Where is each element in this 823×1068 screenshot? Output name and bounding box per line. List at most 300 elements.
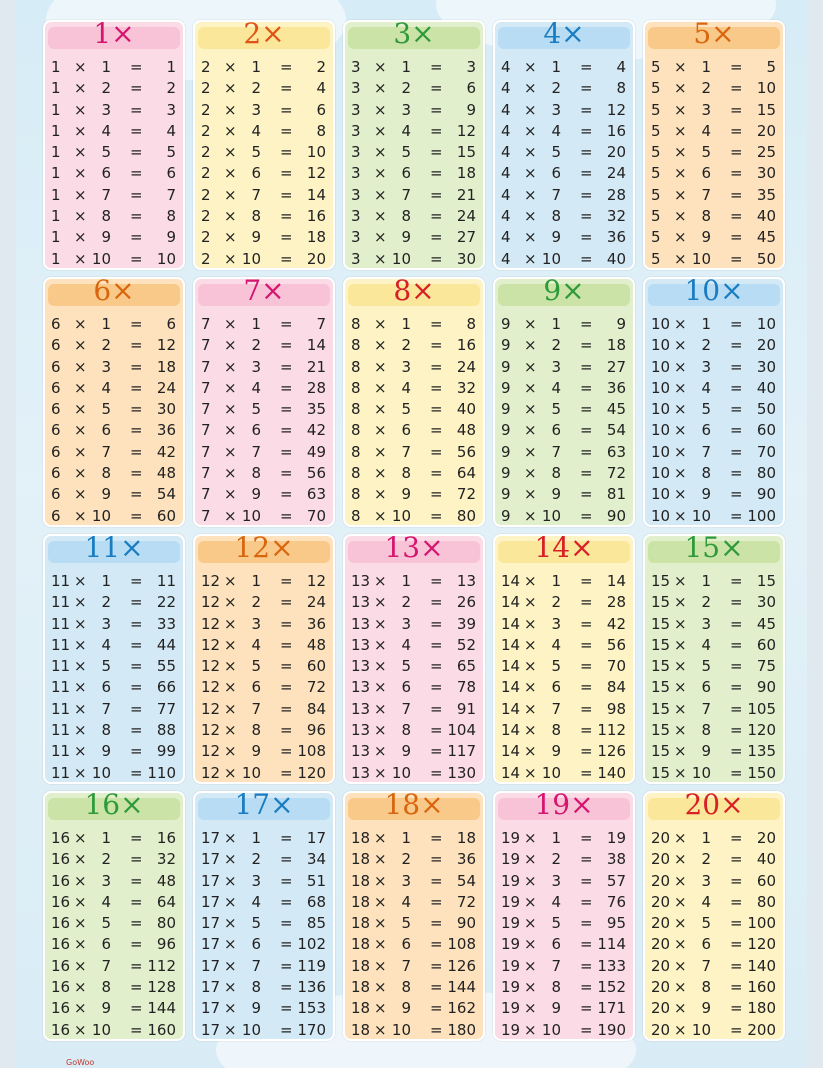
times-sign: ×	[74, 892, 87, 911]
multiplicand: 20	[651, 892, 671, 911]
multiplicand: 13	[351, 699, 371, 718]
multiplicand: 10	[651, 421, 671, 440]
times-sign: ×	[224, 699, 237, 718]
multiplicand: 2	[201, 164, 211, 183]
product: 42	[306, 421, 326, 440]
table-row	[345, 505, 483, 526]
table-row	[195, 676, 333, 697]
times-sign: ×	[374, 678, 387, 697]
multiplicand: 3	[351, 100, 361, 119]
equals-sign: =	[730, 442, 743, 461]
table-row	[45, 719, 183, 740]
equals-sign: =	[580, 464, 593, 483]
equals-sign: =	[130, 400, 143, 419]
multiplicand: 8	[351, 378, 361, 397]
table-row	[345, 870, 483, 891]
equals-sign: =	[580, 1020, 593, 1039]
table-card-title: 11×	[84, 531, 144, 564]
table-row	[195, 141, 333, 162]
equals-sign: =	[280, 829, 293, 847]
table-row	[645, 120, 783, 141]
times-sign: ×	[674, 185, 687, 204]
multiplier: 6	[101, 421, 111, 440]
multiplier: 3	[101, 357, 111, 376]
table-row	[45, 141, 183, 162]
table-card-title: 17×	[234, 788, 294, 821]
multiplier: 7	[551, 956, 561, 975]
table-row	[645, 56, 783, 77]
product: 20	[756, 336, 776, 355]
multiplier: 9	[551, 999, 561, 1018]
multiplicand: 8	[351, 421, 361, 440]
times-sign: ×	[374, 249, 387, 268]
product: 20	[756, 121, 776, 140]
equals-sign: =	[580, 506, 593, 525]
product: 54	[456, 871, 476, 890]
multiplicand: 11	[51, 742, 71, 761]
multiplicand: 20	[651, 978, 671, 997]
equals-sign: =	[580, 228, 593, 247]
table-card-header	[498, 274, 630, 307]
multiplicand: 15	[651, 678, 671, 697]
product: 160	[147, 1020, 176, 1039]
times-sign: ×	[674, 121, 687, 140]
multiplicand: 8	[351, 485, 361, 504]
multiplicand: 15	[651, 593, 671, 612]
table-row	[495, 483, 633, 504]
multiplicand: 12	[201, 572, 221, 590]
table-card-title: 7×	[243, 274, 285, 307]
product: 72	[456, 892, 476, 911]
table-rows	[345, 56, 483, 269]
product: 170	[297, 1020, 326, 1039]
multiplier: 7	[101, 956, 111, 975]
table-row	[45, 698, 183, 719]
equals-sign: =	[580, 678, 593, 697]
table-row	[495, 933, 633, 954]
table-row	[195, 356, 333, 377]
times-sign: ×	[674, 421, 687, 440]
product: 52	[456, 635, 476, 654]
table-row	[345, 248, 483, 269]
times-sign: ×	[74, 593, 87, 612]
multiplier: 5	[101, 400, 111, 419]
table-row	[645, 955, 783, 976]
product: 12	[156, 336, 176, 355]
multiplier: 1	[251, 58, 261, 76]
product: 128	[147, 978, 176, 997]
multiplicand: 7	[201, 336, 211, 355]
multiplier: 10	[91, 506, 111, 525]
multiplier: 3	[551, 871, 561, 890]
equals-sign: =	[430, 421, 443, 440]
product: 60	[756, 871, 776, 890]
times-sign: ×	[224, 506, 237, 525]
equals-sign: =	[580, 164, 593, 183]
multiplier: 3	[101, 100, 111, 119]
equals-sign: =	[130, 121, 143, 140]
product: 10	[756, 79, 776, 98]
table-row	[645, 570, 783, 591]
equals-sign: =	[130, 892, 143, 911]
times-sign: ×	[374, 228, 387, 247]
table-row	[495, 676, 633, 697]
equals-sign: =	[430, 79, 443, 98]
table-card-title: 6×	[93, 274, 135, 307]
times-sign: ×	[524, 657, 537, 676]
equals-sign: =	[580, 914, 593, 933]
multiplier: 6	[101, 164, 111, 183]
multiplier: 9	[101, 742, 111, 761]
multiplicand: 2	[201, 228, 211, 247]
equals-sign: =	[130, 978, 143, 997]
table-row	[45, 356, 183, 377]
equals-sign: =	[730, 850, 743, 869]
equals-sign: =	[280, 914, 293, 933]
table-row	[195, 698, 333, 719]
table-row	[45, 912, 183, 933]
equals-sign: =	[280, 315, 293, 333]
multiplicand: 5	[651, 249, 661, 268]
equals-sign: =	[280, 100, 293, 119]
equals-sign: =	[430, 871, 443, 890]
multiplier: 6	[551, 678, 561, 697]
table-card-1	[43, 17, 185, 270]
equals-sign: =	[430, 978, 443, 997]
multiplier: 7	[101, 185, 111, 204]
product: 12	[306, 572, 326, 590]
multiplicand: 18	[351, 935, 371, 954]
equals-sign: =	[130, 336, 143, 355]
table-card-16	[43, 788, 185, 1041]
multiplicand: 6	[51, 400, 61, 419]
product: 21	[456, 185, 476, 204]
table-row	[495, 356, 633, 377]
multiplicand: 17	[201, 956, 221, 975]
equals-sign: =	[280, 442, 293, 461]
times-sign: ×	[374, 143, 387, 162]
product: 48	[156, 871, 176, 890]
equals-sign: =	[430, 699, 443, 718]
product: 84	[306, 699, 326, 718]
table-row	[645, 398, 783, 419]
table-row	[195, 912, 333, 933]
product: 102	[297, 935, 326, 954]
table-card-title: 5×	[693, 17, 735, 50]
table-row	[195, 848, 333, 869]
product: 35	[306, 400, 326, 419]
multiplicand: 5	[651, 100, 661, 119]
table-row	[45, 655, 183, 676]
multiplicand: 13	[351, 635, 371, 654]
multiplicand: 16	[51, 978, 71, 997]
product: 108	[297, 742, 326, 761]
product: 2	[316, 58, 326, 76]
times-sign: ×	[224, 100, 237, 119]
equals-sign: =	[130, 763, 143, 782]
equals-sign: =	[280, 485, 293, 504]
product: 85	[306, 914, 326, 933]
equals-sign: =	[430, 892, 443, 911]
table-card-title: 13×	[384, 531, 444, 564]
times-sign: ×	[74, 635, 87, 654]
multiplier: 6	[551, 421, 561, 440]
table-row	[495, 976, 633, 997]
table-row	[645, 356, 783, 377]
multiplier: 6	[101, 678, 111, 697]
multiplicand: 14	[501, 593, 521, 612]
table-card-5	[643, 17, 785, 270]
multiplicand: 6	[51, 378, 61, 397]
multiplicand: 15	[651, 572, 671, 590]
multiplier: 4	[101, 635, 111, 654]
equals-sign: =	[730, 164, 743, 183]
table-row	[645, 77, 783, 98]
table-row	[495, 613, 633, 634]
multiplier: 8	[401, 721, 411, 740]
times-sign: ×	[524, 315, 537, 333]
multiplier: 5	[251, 143, 261, 162]
multiplier: 10	[541, 763, 561, 782]
multiplier: 5	[701, 400, 711, 419]
times-sign: ×	[74, 850, 87, 869]
multiplicand: 2	[201, 79, 211, 98]
product: 60	[756, 421, 776, 440]
multiplier: 8	[401, 978, 411, 997]
equals-sign: =	[430, 614, 443, 633]
multiplier: 9	[251, 228, 261, 247]
table-row	[195, 120, 333, 141]
times-sign: ×	[674, 1020, 687, 1039]
equals-sign: =	[430, 657, 443, 676]
table-card-17	[193, 788, 335, 1041]
product: 76	[606, 892, 626, 911]
multiplier: 2	[701, 336, 711, 355]
multiplier: 2	[251, 79, 261, 98]
equals-sign: =	[130, 249, 143, 268]
equals-sign: =	[730, 763, 743, 782]
multiplicand: 13	[351, 721, 371, 740]
table-row	[345, 997, 483, 1018]
product: 63	[606, 442, 626, 461]
product: 90	[606, 506, 626, 525]
table-row	[195, 976, 333, 997]
table-rows	[195, 56, 333, 269]
equals-sign: =	[730, 143, 743, 162]
product: 56	[306, 464, 326, 483]
multiplier: 2	[701, 593, 711, 612]
multiplier: 5	[551, 914, 561, 933]
product: 40	[756, 850, 776, 869]
multiplier: 1	[101, 829, 111, 847]
multiplier: 2	[401, 336, 411, 355]
multiplicand: 3	[351, 207, 361, 226]
product: 9	[166, 228, 176, 247]
table-row	[195, 419, 333, 440]
times-sign: ×	[374, 185, 387, 204]
equals-sign: =	[430, 635, 443, 654]
multiplier: 3	[101, 614, 111, 633]
table-card-header	[48, 788, 180, 821]
multiplicand: 20	[651, 850, 671, 869]
product: 130	[447, 763, 476, 782]
multiplicand: 7	[201, 442, 211, 461]
product: 17	[306, 829, 326, 847]
times-sign: ×	[74, 249, 87, 268]
equals-sign: =	[730, 421, 743, 440]
multiplier: 9	[401, 485, 411, 504]
product: 45	[756, 614, 776, 633]
equals-sign: =	[580, 485, 593, 504]
multiplicand: 11	[51, 763, 71, 782]
table-row	[195, 870, 333, 891]
table-row	[195, 483, 333, 504]
multiplier: 5	[401, 400, 411, 419]
multiplicand: 18	[351, 999, 371, 1018]
table-row	[45, 570, 183, 591]
table-card-title: 19×	[534, 788, 594, 821]
times-sign: ×	[524, 850, 537, 869]
table-row	[645, 676, 783, 697]
table-card-9	[493, 274, 635, 527]
table-card-title: 9×	[543, 274, 585, 307]
multiplier: 2	[551, 79, 561, 98]
product: 49	[306, 442, 326, 461]
times-sign: ×	[224, 935, 237, 954]
equals-sign: =	[730, 829, 743, 847]
multiplicand: 12	[201, 593, 221, 612]
multiplicand: 4	[501, 249, 511, 268]
times-sign: ×	[674, 464, 687, 483]
table-rows	[45, 313, 183, 526]
times-sign: ×	[674, 829, 687, 847]
multiplicand: 18	[351, 871, 371, 890]
equals-sign: =	[730, 572, 743, 590]
product: 54	[606, 421, 626, 440]
equals-sign: =	[580, 357, 593, 376]
multiplicand: 6	[51, 421, 61, 440]
multiplicand: 15	[651, 742, 671, 761]
table-card-title: 4×	[543, 17, 585, 50]
multiplier: 3	[551, 614, 561, 633]
table-rows	[45, 56, 183, 269]
product: 15	[756, 100, 776, 119]
product: 180	[447, 1020, 476, 1039]
product: 90	[756, 485, 776, 504]
table-row	[345, 762, 483, 783]
times-sign: ×	[524, 572, 537, 590]
equals-sign: =	[730, 956, 743, 975]
equals-sign: =	[580, 572, 593, 590]
multiplicand: 15	[651, 763, 671, 782]
multiplicand: 20	[651, 914, 671, 933]
table-row	[45, 205, 183, 226]
product: 8	[166, 207, 176, 226]
equals-sign: =	[130, 699, 143, 718]
multiplier: 9	[251, 999, 261, 1018]
multiplicand: 19	[501, 829, 521, 847]
multiplier: 5	[101, 657, 111, 676]
multiplicand: 14	[501, 721, 521, 740]
equals-sign: =	[280, 721, 293, 740]
product: 126	[447, 956, 476, 975]
equals-sign: =	[130, 956, 143, 975]
times-sign: ×	[224, 978, 237, 997]
multiplicand: 17	[201, 978, 221, 997]
equals-sign: =	[130, 593, 143, 612]
equals-sign: =	[430, 506, 443, 525]
table-rows	[645, 313, 783, 526]
times-sign: ×	[74, 999, 87, 1018]
times-sign: ×	[224, 79, 237, 98]
table-row	[195, 613, 333, 634]
multiplicand: 9	[501, 442, 511, 461]
multiplier: 9	[101, 999, 111, 1018]
product: 72	[306, 678, 326, 697]
multiplier: 4	[101, 892, 111, 911]
times-sign: ×	[524, 79, 537, 98]
times-sign: ×	[224, 956, 237, 975]
multiplier: 2	[551, 336, 561, 355]
product: 120	[297, 763, 326, 782]
multiplicand: 14	[501, 657, 521, 676]
multiplier: 4	[251, 635, 261, 654]
multiplier: 9	[251, 485, 261, 504]
table-row	[645, 762, 783, 783]
product: 75	[756, 657, 776, 676]
equals-sign: =	[280, 657, 293, 676]
multiplier: 3	[701, 871, 711, 890]
times-sign: ×	[674, 721, 687, 740]
equals-sign: =	[430, 464, 443, 483]
product: 36	[306, 614, 326, 633]
product: 90	[756, 678, 776, 697]
table-card-14	[493, 531, 635, 784]
multiplier: 7	[551, 699, 561, 718]
table-row	[345, 162, 483, 183]
times-sign: ×	[224, 635, 237, 654]
multiplier: 3	[401, 100, 411, 119]
table-row	[45, 1019, 183, 1040]
multiplicand: 18	[351, 850, 371, 869]
table-row	[645, 933, 783, 954]
times-sign: ×	[74, 378, 87, 397]
table-card-6	[43, 274, 185, 527]
multiplier: 3	[701, 357, 711, 376]
multiplier: 8	[101, 207, 111, 226]
product: 50	[756, 400, 776, 419]
product: 19	[606, 829, 626, 847]
table-card-header	[48, 17, 180, 50]
times-sign: ×	[74, 121, 87, 140]
equals-sign: =	[130, 315, 143, 333]
table-row	[195, 891, 333, 912]
multiplicand: 13	[351, 742, 371, 761]
equals-sign: =	[280, 228, 293, 247]
times-sign: ×	[74, 442, 87, 461]
equals-sign: =	[280, 164, 293, 183]
multiplicand: 3	[351, 58, 361, 76]
times-sign: ×	[674, 892, 687, 911]
product: 119	[297, 956, 326, 975]
product: 80	[456, 506, 476, 525]
times-sign: ×	[374, 442, 387, 461]
multiplier: 9	[551, 485, 561, 504]
times-sign: ×	[374, 485, 387, 504]
product: 32	[456, 378, 476, 397]
product: 104	[447, 721, 476, 740]
table-row	[345, 377, 483, 398]
